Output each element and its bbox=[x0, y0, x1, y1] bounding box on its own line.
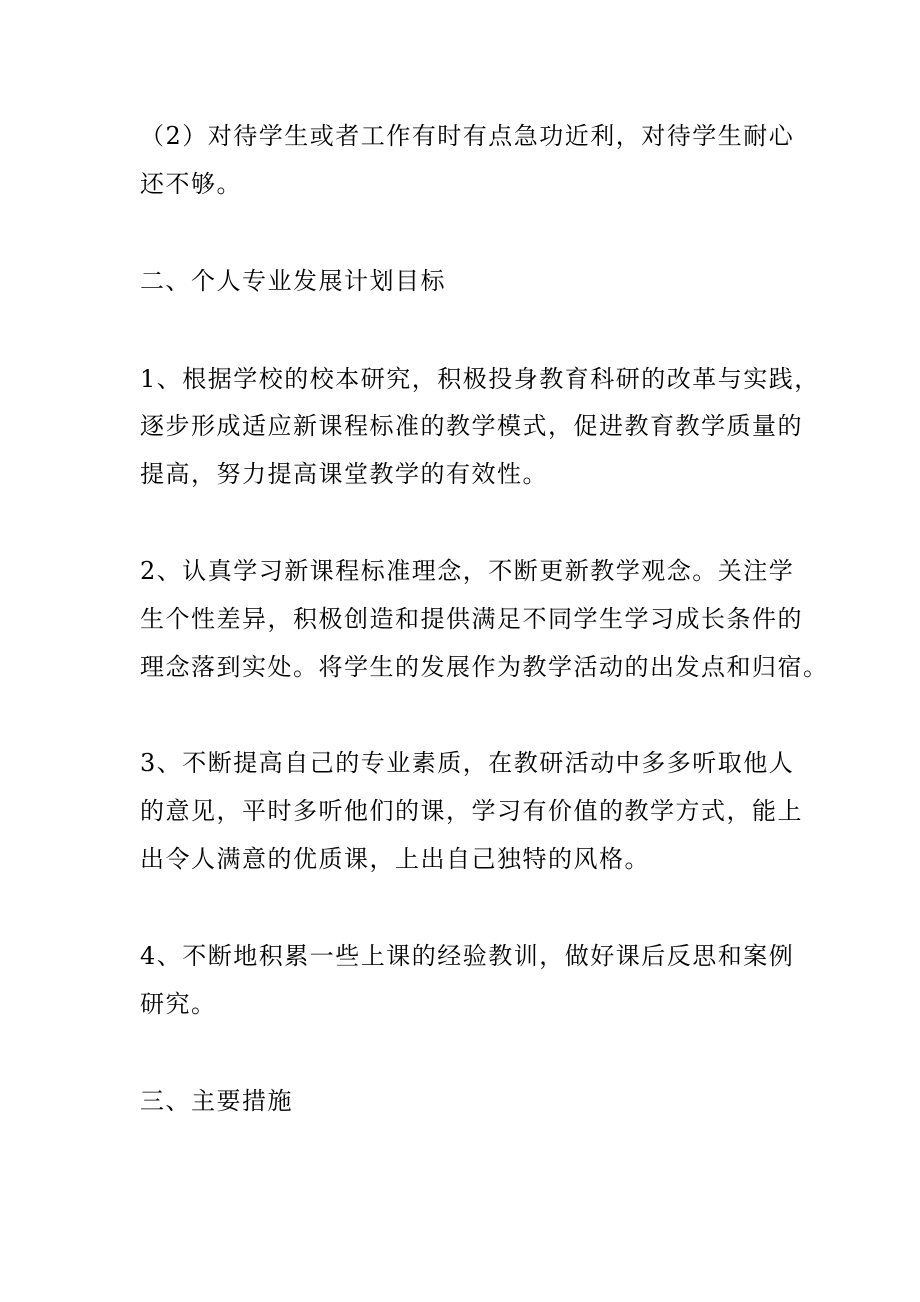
paragraph-goal-1-line-1: 1、根据学校的校本研究，积极投身教育科研的改革与实践， bbox=[140, 365, 820, 393]
paragraph-goal-2-line-3: 理念落到实处。将学生的发展作为教学活动的出发点和归宿。 bbox=[140, 653, 829, 681]
paragraph-goal-3-line-1: 3、不断提高自己的专业素质，在教研活动中多多听取他人 bbox=[140, 749, 795, 777]
paragraph-problem-2-line-1: （2）对待学生或者工作有时有点急功近利，对待学生耐心 bbox=[140, 122, 795, 150]
section-heading-goals: 二、个人专业发展计划目标 bbox=[140, 267, 446, 295]
paragraph-goal-1-line-3: 提高，努力提高课堂教学的有效性。 bbox=[140, 460, 548, 488]
section-heading-measures: 三、主要措施 bbox=[140, 1087, 293, 1115]
paragraph-problem-2-line-2: 还不够。 bbox=[140, 170, 242, 198]
paragraph-goal-4-line-1: 4、不断地积累一些上课的经验教训，做好课后反思和案例 bbox=[140, 942, 795, 970]
paragraph-goal-2-line-1: 2、认真学习新课程标准理念，不断更新教学观念。关注学 bbox=[140, 557, 795, 585]
paragraph-goal-2-line-2: 生个性差异，积极创造和提供满足不同学生学习成长条件的 bbox=[140, 605, 803, 633]
paragraph-goal-3-line-3: 出令人满意的优质课，上出自己独特的风格。 bbox=[140, 845, 650, 873]
paragraph-goal-4-line-2: 研究。 bbox=[140, 990, 217, 1018]
paragraph-goal-1-line-2: 逐步形成适应新课程标准的教学模式，促进教育教学质量的 bbox=[140, 412, 803, 440]
paragraph-goal-3-line-2: 的意见，平时多听他们的课，学习有价值的教学方式，能上 bbox=[140, 797, 803, 825]
